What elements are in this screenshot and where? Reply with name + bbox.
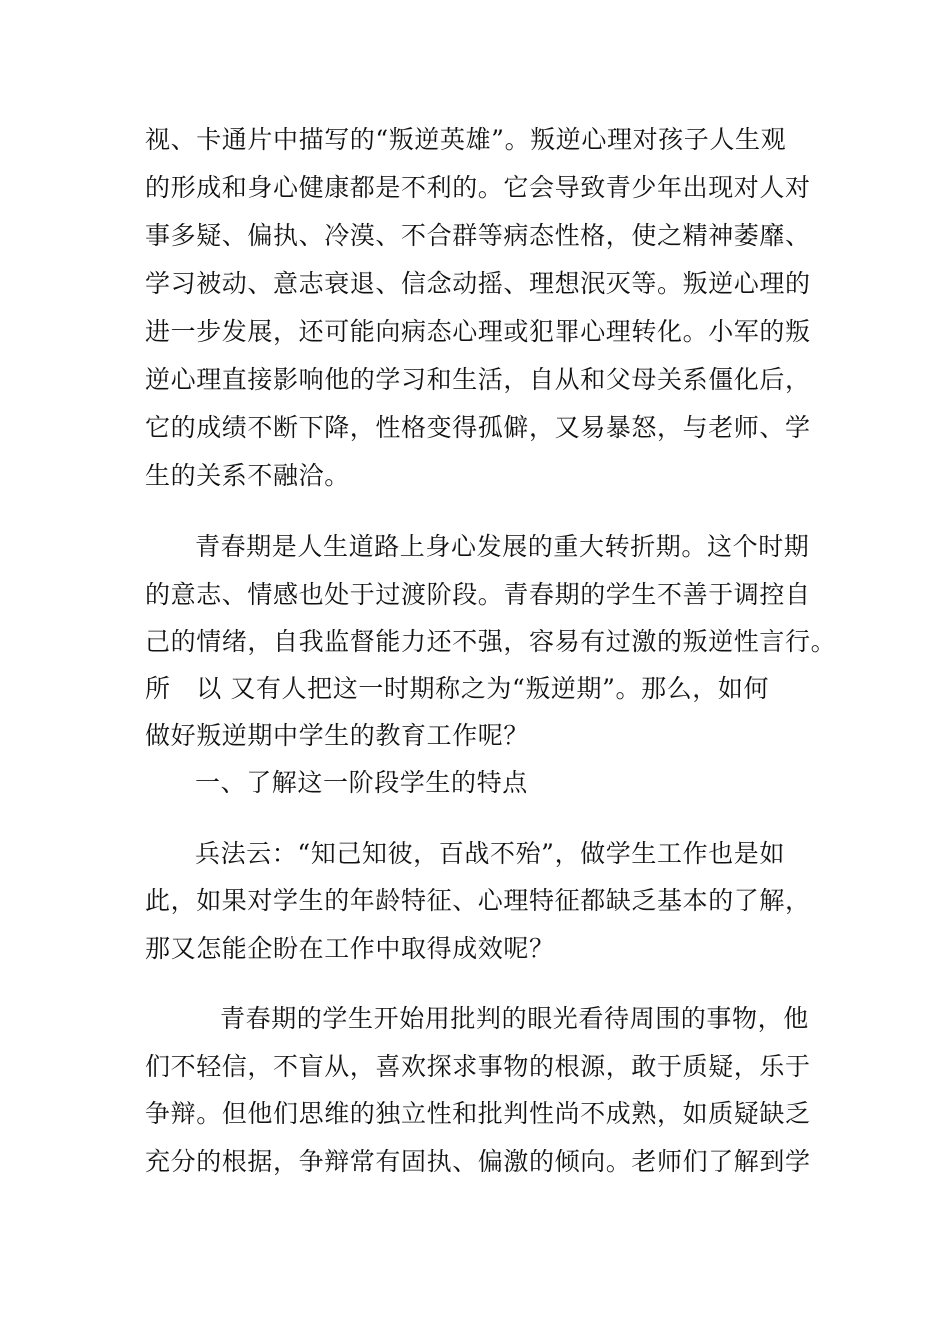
text-line: 它的成绩不断下降，性格变得孤僻，又易暴怒，与老师、学 bbox=[145, 413, 811, 442]
text-line: 生的关系不融洽。 bbox=[145, 461, 350, 490]
text-line: 的形成和身心健康都是不利的。它会导致青少年出现对人对 bbox=[145, 173, 811, 202]
text-line: 兵法云：“知己知彼，百战不殆”，做学生工作也是如 bbox=[195, 839, 785, 868]
text-line: 己的情绪，自我监督能力还不强，容易有过激的叛逆性言行。 bbox=[145, 627, 837, 656]
text-line: 视、卡通片中描写的“叛逆英雄”。叛逆心理对孩子人生观 bbox=[145, 125, 787, 154]
text-line: 争辩。但他们思维的独立性和批判性尚不成熟，如质疑缺乏 bbox=[145, 1099, 811, 1128]
text-line: 青春期的学生开始用批判的眼光看待周围的事物，他 bbox=[220, 1004, 809, 1033]
text-line: 充分的根据，争辩常有固执、偏激的倾向。老师们了解到学 bbox=[145, 1147, 811, 1176]
text-line: 们不轻信，不盲从，喜欢探求事物的根源，敢于质疑，乐于 bbox=[145, 1052, 811, 1081]
text-line: 所 以 又有人把这一时期称之为“叛逆期”。那么，如何 bbox=[145, 674, 770, 703]
text-line: 学习被动、意志衰退、信念动摇、理想泯灭等。叛逆心理的 bbox=[145, 269, 811, 298]
text-line: 此，如果对学生的年龄特征、心理特征都缺乏基本的了解， bbox=[145, 886, 811, 915]
section-heading: 一、了解这一阶段学生的特点 bbox=[195, 768, 528, 797]
text-line: 做好叛逆期中学生的教育工作呢？ bbox=[145, 721, 530, 750]
text-line: 逆心理直接影响他的学习和生活，自从和父母关系僵化后， bbox=[145, 365, 811, 394]
text-line: 那又怎能企盼在工作中取得成效呢？ bbox=[145, 934, 555, 963]
text-line: 的意志、情感也处于过渡阶段。青春期的学生不善于调控自 bbox=[145, 580, 811, 609]
text-line: 进一步发展，还可能向病态心理或犯罪心理转化。小军的叛 bbox=[145, 317, 811, 346]
text-line: 事多疑、偏执、冷漠、不合群等病态性格，使之精神萎靡、 bbox=[145, 221, 811, 250]
text-line: 青春期是人生道路上身心发展的重大转折期。这个时期 bbox=[195, 532, 810, 561]
